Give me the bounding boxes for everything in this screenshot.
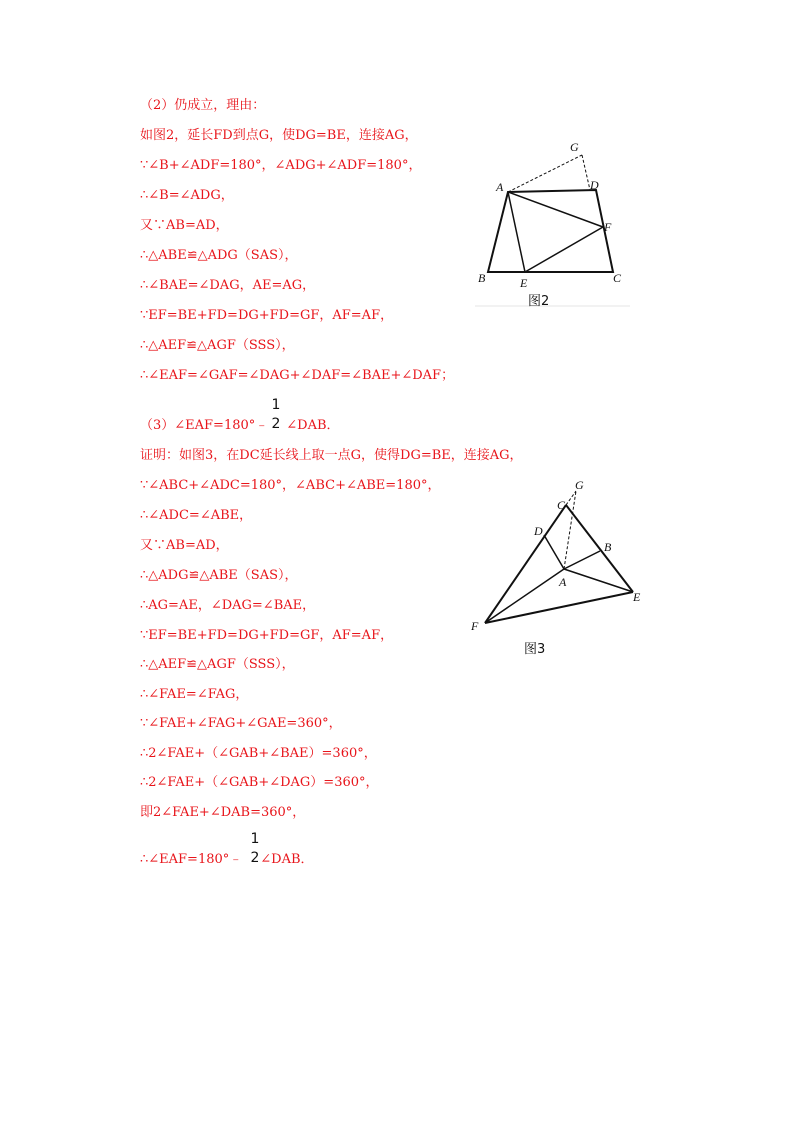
fig3-label-d: D <box>534 524 543 538</box>
fig2-label-b: B <box>478 271 486 285</box>
part3-line-4: 又∵AB=AD， <box>140 538 229 553</box>
part3-line-3: ∴∠ADC=∠ABE， <box>140 508 253 523</box>
part3-line-12: ∴2∠FAE+（∠GAB+∠DAG）=360°， <box>140 775 379 790</box>
figure-3 <box>465 473 655 658</box>
fig2-line-ag-dashed <box>508 155 582 192</box>
fig2-line-dg-dashed <box>582 155 590 190</box>
fraction-numerator: 1 <box>271 397 281 413</box>
fig2-label-a: A <box>496 180 504 194</box>
part3-line-13: 即2∠FAE+∠DAB=360°， <box>140 805 306 820</box>
part3-statement-prefix: （3）∠EAF=180°﹣ <box>140 418 269 433</box>
fig3-line-ab <box>564 551 600 569</box>
part3-conclusion <box>140 852 314 868</box>
part3-fraction <box>269 397 283 432</box>
part3-line-6: ∴AG=AE，∠DAG=∠BAE， <box>140 598 316 613</box>
fig2-label-g: G <box>570 140 579 154</box>
fig2-label-c: C <box>613 271 622 285</box>
fig3-line-ce <box>566 505 633 592</box>
fig2-label-e: E <box>520 276 528 290</box>
part3-conclusion-suffix: ∠DAB． <box>260 852 314 867</box>
fig2-quadrilateral <box>488 190 613 272</box>
fig2-label-d: D <box>590 178 599 192</box>
part2-line-9: ∴△AEF≌△AGF（SSS）， <box>140 338 295 353</box>
fig3-line-fc <box>485 505 566 623</box>
part3-conclusion-prefix: ∴∠EAF=180°﹣ <box>140 852 243 867</box>
part3-line-8: ∴△AEF≌△AGF（SSS）， <box>140 657 295 672</box>
fig3-label-c: C <box>557 498 566 512</box>
fig3-label-f: F <box>471 619 479 633</box>
part2-line-2: 如图2，延长FD到点G，使DG=BE，连接AG， <box>140 128 418 143</box>
fig2-label-f: F <box>604 220 612 234</box>
part3-line-7: ∵EF=BE+FD=DG+FD=GF，AF=AF， <box>140 628 394 643</box>
part3-line-11: ∴2∠FAE+（∠GAB+∠BAE）=360°， <box>140 746 377 761</box>
part2-line-6: ∴△ABE≌△ADG（SAS）， <box>140 248 298 263</box>
part2-line-5: 又∵AB=AD， <box>140 218 229 233</box>
fig3-line-ag-dashed <box>564 491 576 569</box>
fig2-line-ef <box>525 227 603 272</box>
fig3-label-b: B <box>604 540 612 554</box>
fig2-line-ae <box>508 192 525 272</box>
conclusion-fraction <box>248 831 262 866</box>
part2-line-8: ∵EF=BE+FD=DG+FD=GF，AF=AF， <box>140 308 394 323</box>
figure-2 <box>470 135 640 310</box>
figure-3-caption: 图3 <box>524 642 546 657</box>
part2-line-1: （2）仍成立，理由： <box>140 98 266 113</box>
part2-line-10: ∴∠EAF=∠GAF=∠DAG+∠DAF=∠BAE+∠DAF； <box>140 368 455 383</box>
fig3-line-ae <box>564 569 633 592</box>
part3-line-9: ∴∠FAE=∠FAG， <box>140 687 249 702</box>
part3-statement-suffix: ∠DAB． <box>286 418 340 433</box>
fig3-label-a: A <box>559 575 567 589</box>
part2-line-4: ∴∠B=∠ADG， <box>140 188 234 203</box>
part3-line-2: ∵∠ABC+∠ADC=180°，∠ABC+∠ABE=180°， <box>140 478 441 493</box>
part2-line-7: ∴∠BAE=∠DAG，AE=AG， <box>140 278 316 293</box>
fig2-line-af <box>508 192 603 227</box>
conclusion-fraction-numerator: 1 <box>250 831 260 847</box>
part3-line-5: ∴△ADG≌△ABE（SAS）， <box>140 568 298 583</box>
part3-line-1: 证明：如图3，在DC延长线上取一点G，使得DG=BE，连接AG， <box>140 448 523 463</box>
part2-line-3: ∵∠B+∠ADF=180°，∠ADG+∠ADF=180°， <box>140 158 422 173</box>
conclusion-fraction-denominator: 2 <box>250 850 260 866</box>
figure-2-caption: 图2 <box>528 294 550 309</box>
fraction-denominator: 2 <box>271 416 281 432</box>
part3-statement <box>140 418 340 434</box>
fig3-label-g: G <box>575 478 584 492</box>
fig3-line-ad <box>544 535 564 569</box>
part3-line-10: ∵∠FAE+∠FAG+∠GAE=360°， <box>140 716 342 731</box>
fig3-label-e: E <box>633 590 641 604</box>
